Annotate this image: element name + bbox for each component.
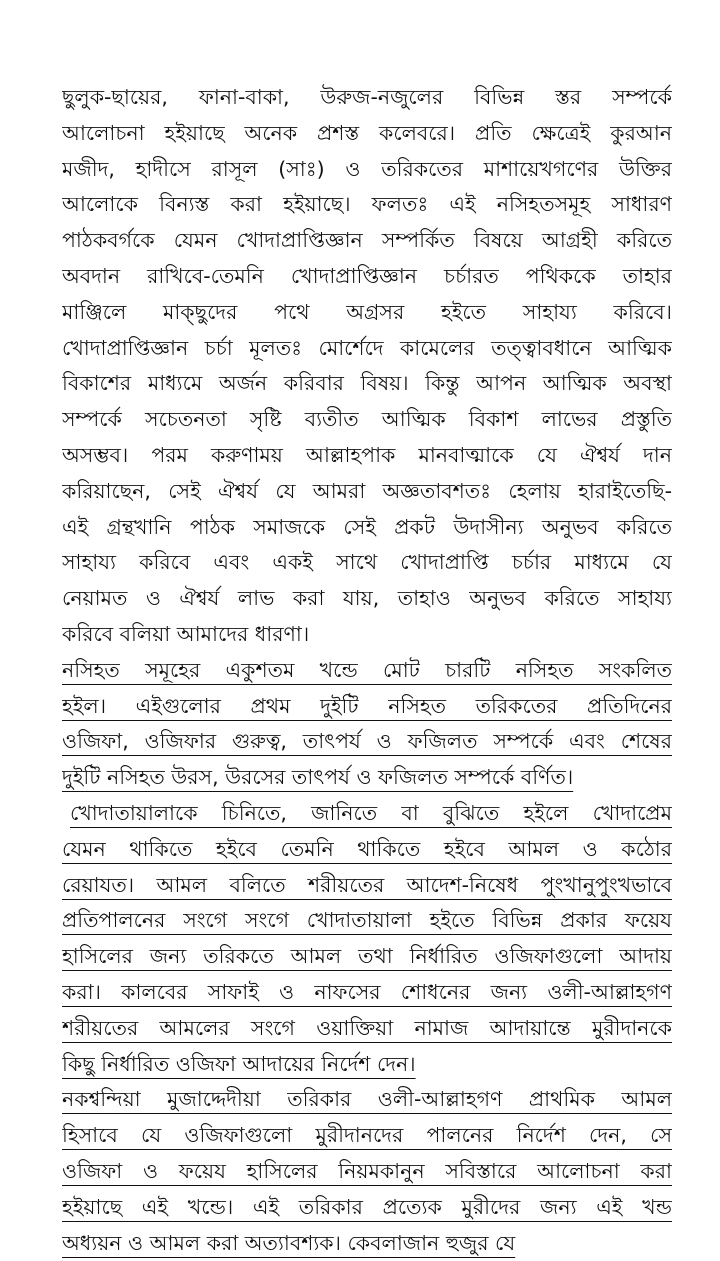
- paragraph: [62, 796, 672, 1082]
- text-line: নেয়ামত ও ঐশ্বর্য লাভ করা যায়, তাহাও অনুভব করিতে সাহায্য: [62, 581, 672, 617]
- text-line: নকশ্বন্দিয়া মুজাদ্দেদীয়া তরিকার ওলী-আল্লাহগণ প্রাথমিক আমল: [62, 1082, 672, 1118]
- text-line: করিয়াছেন, সেই ঐশ্বর্য যে আমরা অজ্ঞতাবশতঃ হেলায় হারাইতেছি-: [62, 474, 672, 510]
- text-line: এই গ্রন্থখানি পাঠক সমাজকে সেই প্রকট উদাসীন্য অনুভব করিতে: [62, 510, 672, 546]
- document-body: [62, 80, 672, 1261]
- text-line: অসম্ভব। পরম করুণাময় আল্লাহপাক মানবাত্মাকে যে ঐশ্বর্য দান: [62, 438, 672, 474]
- text-line: খোদাপ্রাপ্তিজ্ঞান চর্চা মূলতঃ মোর্শেদে কামেলের তত্ত্বাবধানে আত্মিক: [62, 331, 672, 367]
- text-line: পাঠকবর্গকে যেমন খোদাপ্রাপ্তিজ্ঞান সম্পর্কিত বিষয়ে আগ্রহী করিতে: [62, 223, 672, 259]
- text-line: হাসিলের জন্য তরিকতে আমল তথা নির্ধারিত ওজিফাগুলো আদায়: [62, 939, 672, 975]
- text-line: অবদান রাখিবে-তেমনি খোদাপ্রাপ্তিজ্ঞান চর্চারত পথিককে তাহার: [62, 259, 672, 295]
- text-line: আলোকে বিন্যস্ত করা হইয়াছে। ফলতঃ এই নসিহতসমূহ সাধারণ: [62, 187, 672, 223]
- paragraph: [62, 653, 672, 796]
- text-line: মজীদ, হাদীসে রাসূল (সাঃ) ও তরিকতের মাশায়েখগণের উক্তির: [62, 152, 672, 188]
- text-line: আলোচনা হইয়াছে অনেক প্রশস্ত কলেবরে। প্রতি ক্ষেত্রেই কুরআন: [62, 116, 672, 152]
- text-line: নসিহত সমূহের একুশতম খন্ডে মোট চারটি নসিহত সংকলিত: [62, 653, 672, 689]
- text-line: ছুলুক-ছায়ের, ফানা-বাকা, উরুজ-নজুলের বিভিন্ন স্তর সম্পর্কে: [62, 80, 672, 116]
- text-line: কিছু নির্ধারিত ওজিফা আদায়ের নির্দেশ দেন।: [62, 1047, 672, 1083]
- text-line: রেয়াযত। আমল বলিতে শরীয়তের আদেশ-নিষেধ পুংখানুপুংখভাবে: [62, 868, 672, 904]
- text-line: করা। কালবের সাফাই ও নাফসের শোধনের জন্য ওলী-আল্লাহগণ: [62, 975, 672, 1011]
- text-line: সাহায্য করিবে এবং একই সাথে খোদাপ্রাপ্তি চর্চার মাধ্যমে যে: [62, 545, 672, 581]
- paragraph: [62, 80, 672, 653]
- text-line: ওজিফা ও ফয়েয হাসিলের নিয়মকানুন সবিস্তারে আলোচনা করা: [62, 1154, 672, 1190]
- document-page: [62, 80, 672, 1261]
- text-line: হইল। এইগুলোর প্রথম দুইটি নসিহত তরিকতের প্রতিদিনের: [62, 689, 672, 725]
- text-line: বিকাশের মাধ্যমে অর্জন করিবার বিষয়। কিন্তু আপন আত্মিক অবস্থা: [62, 366, 672, 402]
- text-line: মাঞ্জিলে মাক্ছুদের পথে অগ্রসর হইতে সাহায্য করিবে।: [62, 295, 672, 331]
- text-line: সম্পর্কে সচেতনতা সৃষ্টি ব্যতীত আত্মিক বিকাশ লাভের প্রস্তুতি: [62, 402, 672, 438]
- text-line: শরীয়তের আমলের সংগে ওয়াক্তিয়া নামাজ আদায়ান্তে মুরীদানকে: [62, 1011, 672, 1047]
- text-line: ওজিফা, ওজিফার গুরুত্ব, তাৎপর্য ও ফজিলত সম্পর্কে এবং শেষের: [62, 724, 672, 760]
- text-line: হিসাবে যে ওজিফাগুলো মুরীদানদের পালনের নির্দেশ দেন, সে: [62, 1118, 672, 1154]
- paragraph: [62, 1082, 672, 1261]
- text-line: যেমন থাকিতে হইবে তেমনি থাকিতে হইবে আমল ও কঠোর: [62, 832, 672, 868]
- text-line: খোদাতায়ালাকে চিনিতে, জানিতে বা বুঝিতে হইলে খোদাপ্রেম: [62, 796, 672, 832]
- text-line: করিবে বলিয়া আমাদের ধারণা।: [62, 617, 672, 653]
- text-line: অধ্যয়ন ও আমল করা অত্যাবশ্যক। কেবলাজান হুজুর যে: [62, 1226, 672, 1261]
- text-line: হইয়াছে এই খন্ডে। এই তরিকার প্রত্যেক মুরীদের জন্য এই খন্ড: [62, 1190, 672, 1226]
- text-line: দুইটি নসিহত উরস, উরসের তাৎপর্য ও ফজিলত সম্পর্কে বর্ণিত।: [62, 760, 672, 796]
- text-line: প্রতিপালনের সংগে সংগে খোদাতায়ালা হইতে বিভিন্ন প্রকার ফয়েয: [62, 903, 672, 939]
